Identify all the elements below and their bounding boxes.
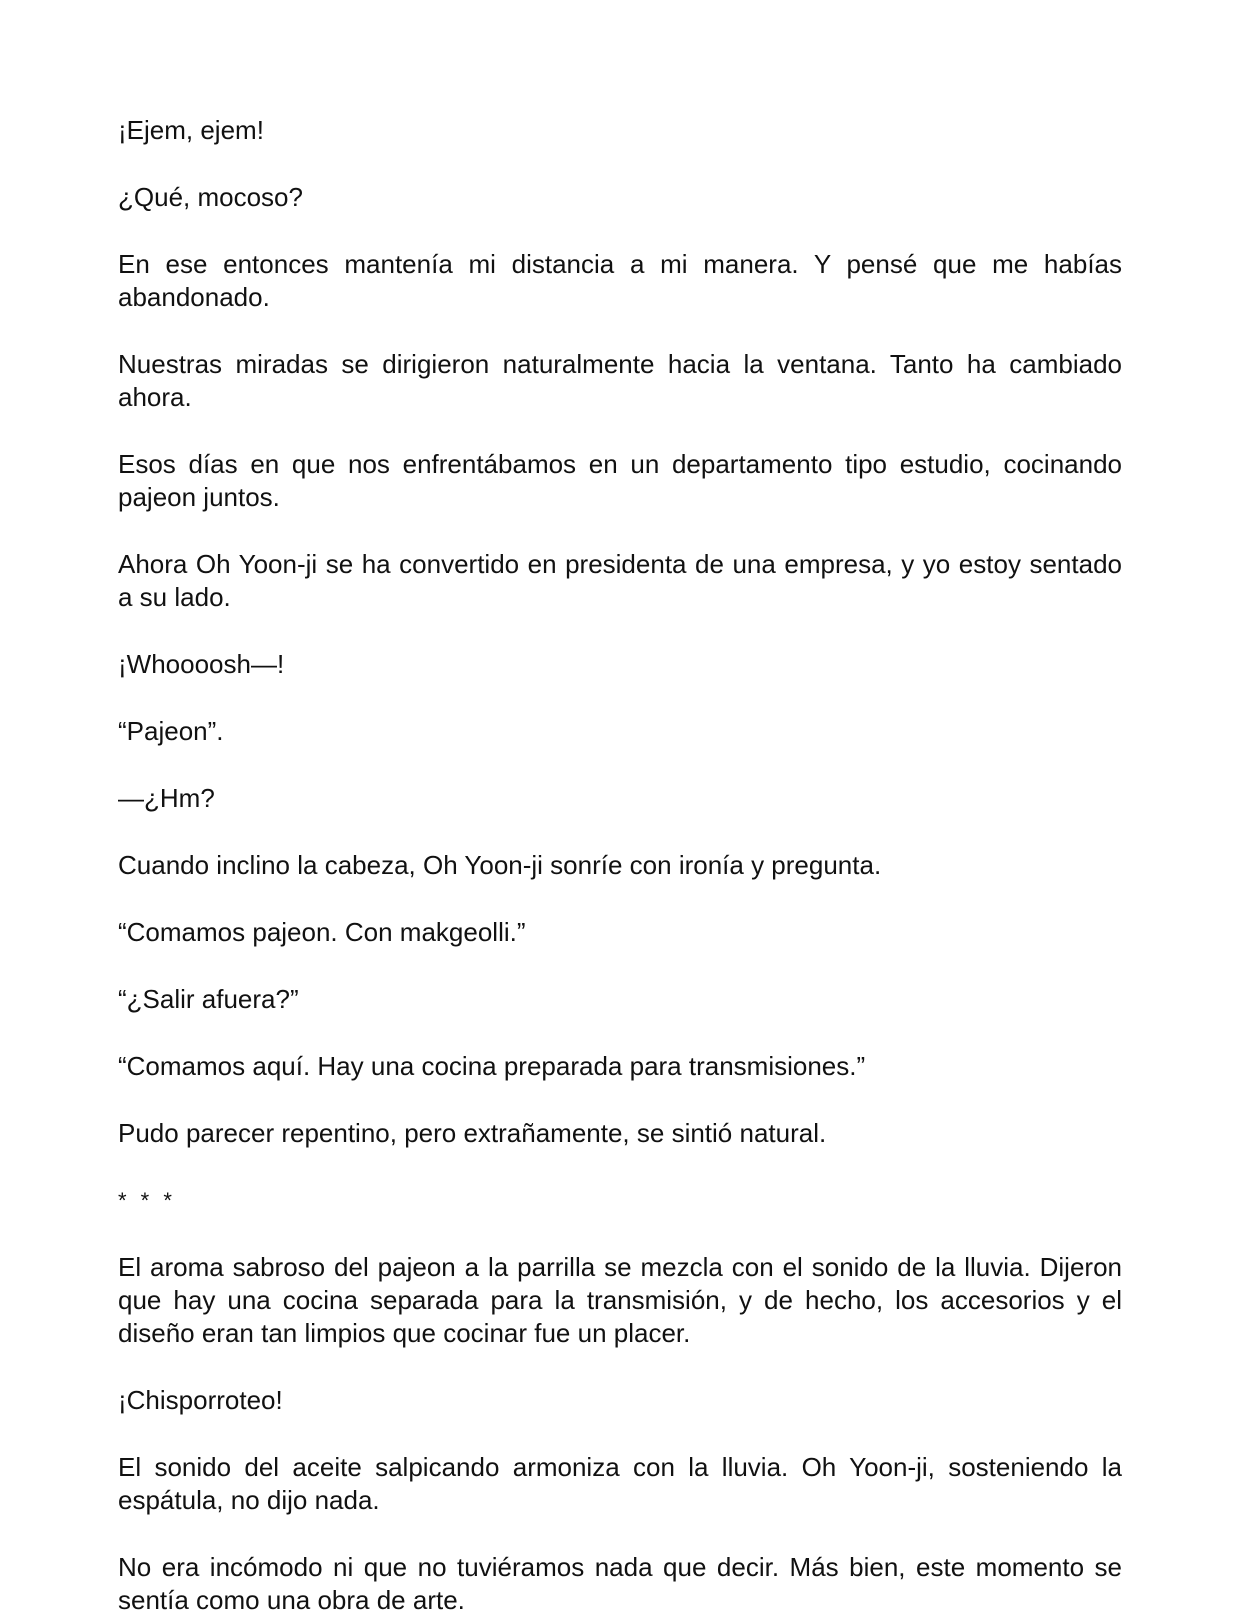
text-body — [118, 114, 1122, 1620]
paragraph: El aroma sabroso del pajeon a la parrilla se mezcla con el sonido de la lluvia. Dijeron que hay una cocina separada para la transmisión, y de hecho, los accesorios y el diseño eran tan limpios que cocinar fue un placer. — [118, 1252, 1122, 1348]
paragraph: ¡Whoooosh—! — [118, 649, 285, 679]
paragraph: Pudo parecer repentino, pero extrañamente, se sintió natural. — [118, 1118, 827, 1148]
paragraph: —¿Hm? — [118, 783, 215, 813]
paragraph: ¡Chisporroteo! — [118, 1385, 283, 1415]
paragraph: “¿Salir afuera?” — [118, 984, 299, 1014]
paragraph: ¿Qué, mocoso? — [118, 182, 303, 212]
paragraph: ¡Ejem, ejem! — [118, 115, 264, 145]
paragraph: Nuestras miradas se dirigieron naturalmente hacia la ventana. Tanto ha cambiado ahora. — [118, 349, 1122, 412]
paragraph: “Pajeon”. — [118, 716, 224, 746]
paragraph: Cuando inclino la cabeza, Oh Yoon-ji sonríe con ironía y pregunta. — [118, 850, 882, 880]
paragraph: En ese entonces mantenía mi distancia a mi manera. Y pensé que me habías abandonado. — [118, 249, 1122, 312]
paragraph: Ahora Oh Yoon-ji se ha convertido en presidenta de una empresa, y yo estoy sentado a su lado. — [118, 549, 1122, 612]
paragraph: El sonido del aceite salpicando armoniza con la lluvia. Oh Yoon-ji, sosteniendo la espátula, no dijo nada. — [118, 1452, 1122, 1515]
paragraph: Esos días en que nos enfrentábamos en un departamento tipo estudio, cocinando pajeon juntos. — [118, 449, 1122, 512]
scene-separator: * * * — [118, 1188, 176, 1213]
paragraph: “Comamos aquí. Hay una cocina preparada para transmisiones.” — [118, 1051, 866, 1081]
paragraph: No era incómodo ni que no tuviéramos nada que decir. Más bien, este momento se sentía como una obra de arte. — [118, 1552, 1122, 1615]
paragraph: “Comamos pajeon. Con makgeolli.” — [118, 917, 526, 947]
